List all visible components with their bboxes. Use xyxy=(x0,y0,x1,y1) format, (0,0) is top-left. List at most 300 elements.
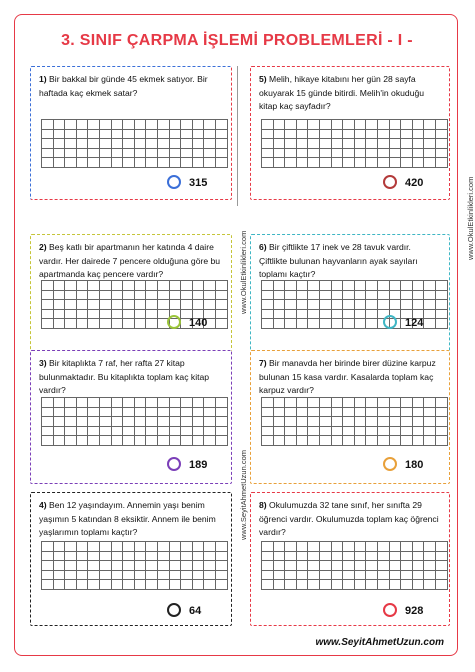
grid-cell xyxy=(146,130,158,140)
grid-cell xyxy=(170,571,182,581)
grid-cell xyxy=(135,417,147,427)
grid-cell xyxy=(297,417,309,427)
grid-cell xyxy=(88,552,100,562)
grid-cell xyxy=(146,417,158,427)
grid-cell xyxy=(401,139,413,149)
grid-cell xyxy=(274,300,286,310)
grid-cell xyxy=(135,281,147,291)
grid-cell xyxy=(343,398,355,408)
grid-cell xyxy=(112,281,124,291)
grid-cell xyxy=(88,281,100,291)
grid-cell xyxy=(262,417,274,427)
grid-cell xyxy=(123,571,135,581)
grid-cell xyxy=(413,120,425,130)
grid-cell xyxy=(378,130,390,140)
grid-cell xyxy=(88,427,100,437)
grid-cell xyxy=(320,408,332,418)
grid-cell xyxy=(332,281,344,291)
grid-cell xyxy=(100,398,112,408)
grid-cell xyxy=(100,580,112,590)
grid-cell xyxy=(378,427,390,437)
grid-cell xyxy=(297,300,309,310)
grid-cell xyxy=(378,158,390,168)
grid-cell xyxy=(424,291,436,301)
grid-cell xyxy=(424,417,436,427)
grid-cell xyxy=(216,149,228,159)
grid-cell xyxy=(424,120,436,130)
grid-cell xyxy=(413,571,425,581)
grid-cell xyxy=(88,158,100,168)
grid-cell xyxy=(355,436,367,446)
grid-cell xyxy=(42,417,54,427)
grid-cell xyxy=(193,281,205,291)
grid-cell xyxy=(297,319,309,329)
grid-cell xyxy=(332,580,344,590)
grid-cell xyxy=(390,436,402,446)
grid-cell xyxy=(77,580,89,590)
grid-cell xyxy=(77,571,89,581)
grid-cell xyxy=(135,398,147,408)
grid-cell xyxy=(77,436,89,446)
grid-cell xyxy=(436,300,448,310)
grid-cell xyxy=(308,120,320,130)
grid-cell xyxy=(193,149,205,159)
grid-cell xyxy=(100,571,112,581)
grid-cell xyxy=(401,120,413,130)
grid-cell xyxy=(216,319,228,329)
grid-cell xyxy=(135,149,147,159)
grid-cell xyxy=(54,130,66,140)
grid-cell xyxy=(413,427,425,437)
grid-cell xyxy=(436,120,448,130)
grid-cell xyxy=(332,552,344,562)
grid-cell xyxy=(65,398,77,408)
grid-cell xyxy=(378,417,390,427)
grid-cell xyxy=(355,319,367,329)
grid-cell xyxy=(320,417,332,427)
grid-cell xyxy=(297,398,309,408)
grid-cell xyxy=(204,417,216,427)
grid-cell xyxy=(42,319,54,329)
grid-cell xyxy=(274,417,286,427)
grid-cell xyxy=(193,408,205,418)
grid-cell xyxy=(123,291,135,301)
grid-cell xyxy=(413,580,425,590)
grid-cell xyxy=(332,130,344,140)
grid-cell xyxy=(112,139,124,149)
grid-cell xyxy=(285,561,297,571)
grid-cell xyxy=(146,300,158,310)
grid-cell xyxy=(262,291,274,301)
grid-cell xyxy=(262,300,274,310)
answer-grid xyxy=(41,397,228,446)
grid-cell xyxy=(193,120,205,130)
grid-cell xyxy=(436,158,448,168)
grid-cell xyxy=(332,561,344,571)
grid-cell xyxy=(135,291,147,301)
grid-cell xyxy=(135,130,147,140)
grid-cell xyxy=(274,149,286,159)
grid-cell xyxy=(77,319,89,329)
grid-cell xyxy=(123,542,135,552)
grid-cell xyxy=(413,281,425,291)
grid-cell xyxy=(193,571,205,581)
grid-cell xyxy=(123,408,135,418)
grid-cell xyxy=(123,561,135,571)
grid-cell xyxy=(158,149,170,159)
grid-cell xyxy=(320,120,332,130)
grid-cell xyxy=(320,561,332,571)
grid-cell xyxy=(88,408,100,418)
grid-cell xyxy=(170,542,182,552)
answer-value: 180 xyxy=(405,459,424,471)
grid-cell xyxy=(390,561,402,571)
grid-cell xyxy=(320,436,332,446)
grid-cell xyxy=(65,552,77,562)
answer-circle-icon xyxy=(383,603,397,617)
grid-cell xyxy=(274,158,286,168)
grid-cell xyxy=(262,571,274,581)
grid-cell xyxy=(378,408,390,418)
grid-cell xyxy=(54,158,66,168)
grid-cell xyxy=(181,561,193,571)
grid-cell xyxy=(436,139,448,149)
grid-cell xyxy=(413,300,425,310)
grid-cell xyxy=(285,310,297,320)
grid-cell xyxy=(146,281,158,291)
grid-cell xyxy=(193,436,205,446)
grid-cell xyxy=(343,561,355,571)
grid-cell xyxy=(158,427,170,437)
grid-cell xyxy=(42,571,54,581)
grid-cell xyxy=(77,158,89,168)
grid-cell xyxy=(193,427,205,437)
grid-cell xyxy=(135,561,147,571)
grid-cell xyxy=(308,291,320,301)
grid-cell xyxy=(262,158,274,168)
grid-cell xyxy=(355,408,367,418)
grid-cell xyxy=(274,561,286,571)
grid-cell xyxy=(332,427,344,437)
grid-cell xyxy=(366,436,378,446)
grid-cell xyxy=(54,552,66,562)
grid-cell xyxy=(216,281,228,291)
grid-cell xyxy=(158,130,170,140)
grid-cell xyxy=(355,291,367,301)
grid-cell xyxy=(170,139,182,149)
grid-cell xyxy=(216,580,228,590)
grid-cell xyxy=(216,310,228,320)
grid-cell xyxy=(366,580,378,590)
grid-cell xyxy=(274,310,286,320)
grid-cell xyxy=(390,580,402,590)
grid-cell xyxy=(42,158,54,168)
grid-cell xyxy=(343,571,355,581)
grid-cell xyxy=(355,580,367,590)
grid-cell xyxy=(297,542,309,552)
grid-cell xyxy=(112,291,124,301)
grid-cell xyxy=(262,319,274,329)
grid-cell xyxy=(204,561,216,571)
grid-cell xyxy=(204,542,216,552)
grid-cell xyxy=(112,300,124,310)
grid-cell xyxy=(297,310,309,320)
grid-cell xyxy=(88,291,100,301)
grid-cell xyxy=(308,436,320,446)
grid-cell xyxy=(343,427,355,437)
grid-cell xyxy=(332,291,344,301)
grid-cell xyxy=(135,120,147,130)
grid-cell xyxy=(320,130,332,140)
answer-value: 64 xyxy=(189,605,202,617)
grid-cell xyxy=(401,561,413,571)
grid-cell xyxy=(308,552,320,562)
grid-cell xyxy=(274,130,286,140)
problem-text: 7) Bir manavda her birinde birer düzine karpuz bulunan 15 kasa vardır. Kasalarda toplam kaç karpuz vardır? xyxy=(259,358,436,396)
grid-cell xyxy=(332,417,344,427)
grid-cell xyxy=(135,310,147,320)
answer-grid xyxy=(41,541,228,590)
grid-cell xyxy=(216,552,228,562)
grid-cell xyxy=(424,408,436,418)
grid-cell xyxy=(332,542,344,552)
grid-cell xyxy=(181,571,193,581)
grid-cell xyxy=(285,552,297,562)
grid-cell xyxy=(274,139,286,149)
grid-cell xyxy=(378,398,390,408)
grid-cell xyxy=(112,571,124,581)
grid-cell xyxy=(308,158,320,168)
grid-cell xyxy=(355,542,367,552)
grid-cell xyxy=(112,552,124,562)
grid-cell xyxy=(204,158,216,168)
answer-grid xyxy=(261,397,448,446)
grid-cell xyxy=(158,281,170,291)
grid-cell xyxy=(77,120,89,130)
answer-circle-icon xyxy=(167,457,181,471)
grid-cell xyxy=(332,319,344,329)
grid-cell xyxy=(65,149,77,159)
problem-card-5 xyxy=(250,66,450,200)
grid-cell xyxy=(343,310,355,320)
grid-cell xyxy=(88,300,100,310)
grid-cell xyxy=(77,561,89,571)
grid-cell xyxy=(146,436,158,446)
grid-cell xyxy=(54,408,66,418)
grid-cell xyxy=(390,300,402,310)
grid-cell xyxy=(170,408,182,418)
grid-cell xyxy=(54,291,66,301)
grid-cell xyxy=(204,398,216,408)
grid-cell xyxy=(65,310,77,320)
problem-card-3 xyxy=(30,350,232,484)
grid-cell xyxy=(262,149,274,159)
grid-cell xyxy=(401,149,413,159)
grid-cell xyxy=(123,580,135,590)
grid-cell xyxy=(366,561,378,571)
grid-cell xyxy=(77,139,89,149)
grid-cell xyxy=(42,561,54,571)
grid-cell xyxy=(135,139,147,149)
grid-cell xyxy=(355,552,367,562)
grid-cell xyxy=(112,158,124,168)
grid-cell xyxy=(355,427,367,437)
grid-cell xyxy=(216,120,228,130)
grid-cell xyxy=(135,552,147,562)
grid-cell xyxy=(355,120,367,130)
grid-cell xyxy=(65,281,77,291)
divider-line xyxy=(237,66,238,206)
grid-cell xyxy=(297,552,309,562)
grid-cell xyxy=(320,552,332,562)
grid-cell xyxy=(355,149,367,159)
grid-cell xyxy=(413,408,425,418)
grid-cell xyxy=(204,408,216,418)
grid-cell xyxy=(390,552,402,562)
grid-cell xyxy=(77,398,89,408)
grid-cell xyxy=(401,408,413,418)
grid-cell xyxy=(65,436,77,446)
grid-cell xyxy=(123,319,135,329)
grid-cell xyxy=(378,281,390,291)
grid-cell xyxy=(390,291,402,301)
grid-cell xyxy=(424,436,436,446)
answer-value: 189 xyxy=(189,459,208,471)
grid-cell xyxy=(42,542,54,552)
grid-cell xyxy=(158,436,170,446)
grid-cell xyxy=(378,552,390,562)
grid-cell xyxy=(181,408,193,418)
grid-cell xyxy=(158,408,170,418)
grid-cell xyxy=(366,281,378,291)
grid-cell xyxy=(413,552,425,562)
grid-cell xyxy=(390,398,402,408)
grid-cell xyxy=(366,417,378,427)
grid-cell xyxy=(146,542,158,552)
grid-cell xyxy=(424,542,436,552)
page-title: 3. SINIF ÇARPMA İŞLEMİ PROBLEMLERİ - I - xyxy=(61,32,413,49)
grid-cell xyxy=(100,427,112,437)
grid-cell xyxy=(413,158,425,168)
grid-cell xyxy=(181,291,193,301)
grid-cell xyxy=(262,542,274,552)
grid-cell xyxy=(297,149,309,159)
grid-cell xyxy=(170,427,182,437)
grid-cell xyxy=(378,300,390,310)
grid-cell xyxy=(297,158,309,168)
grid-cell xyxy=(42,408,54,418)
grid-cell xyxy=(112,149,124,159)
grid-cell xyxy=(181,542,193,552)
grid-cell xyxy=(146,310,158,320)
grid-cell xyxy=(42,120,54,130)
grid-cell xyxy=(332,300,344,310)
grid-cell xyxy=(320,580,332,590)
grid-cell xyxy=(100,310,112,320)
grid-cell xyxy=(401,158,413,168)
grid-cell xyxy=(332,139,344,149)
grid-cell xyxy=(181,398,193,408)
grid-cell xyxy=(158,552,170,562)
grid-cell xyxy=(100,139,112,149)
grid-cell xyxy=(88,542,100,552)
grid-cell xyxy=(88,398,100,408)
grid-cell xyxy=(343,542,355,552)
grid-cell xyxy=(193,417,205,427)
grid-cell xyxy=(88,561,100,571)
grid-cell xyxy=(285,139,297,149)
grid-cell xyxy=(320,291,332,301)
grid-cell xyxy=(54,310,66,320)
grid-cell xyxy=(262,310,274,320)
grid-cell xyxy=(181,300,193,310)
grid-cell xyxy=(181,139,193,149)
grid-cell xyxy=(146,552,158,562)
grid-cell xyxy=(424,398,436,408)
grid-cell xyxy=(285,300,297,310)
grid-cell xyxy=(262,120,274,130)
grid-cell xyxy=(88,139,100,149)
grid-cell xyxy=(355,571,367,581)
grid-cell xyxy=(100,130,112,140)
grid-cell xyxy=(181,120,193,130)
grid-cell xyxy=(181,281,193,291)
grid-cell xyxy=(297,561,309,571)
grid-cell xyxy=(181,427,193,437)
grid-cell xyxy=(112,580,124,590)
grid-cell xyxy=(204,130,216,140)
grid-cell xyxy=(170,291,182,301)
side-watermark-right: www.OkulEtkinlikleri.com xyxy=(466,176,475,260)
grid-cell xyxy=(332,398,344,408)
grid-cell xyxy=(123,130,135,140)
grid-cell xyxy=(65,300,77,310)
grid-cell xyxy=(77,427,89,437)
grid-cell xyxy=(332,149,344,159)
grid-cell xyxy=(378,139,390,149)
grid-cell xyxy=(42,427,54,437)
grid-cell xyxy=(216,398,228,408)
grid-cell xyxy=(65,580,77,590)
grid-cell xyxy=(436,552,448,562)
grid-cell xyxy=(355,158,367,168)
grid-cell xyxy=(65,130,77,140)
grid-cell xyxy=(216,291,228,301)
grid-cell xyxy=(413,436,425,446)
grid-cell xyxy=(366,120,378,130)
grid-cell xyxy=(320,319,332,329)
grid-cell xyxy=(274,552,286,562)
grid-cell xyxy=(42,300,54,310)
grid-cell xyxy=(65,561,77,571)
grid-cell xyxy=(170,281,182,291)
grid-cell xyxy=(436,130,448,140)
answer-circle-icon xyxy=(383,175,397,189)
problem-card-4 xyxy=(30,492,232,626)
grid-cell xyxy=(274,436,286,446)
grid-cell xyxy=(146,571,158,581)
grid-cell xyxy=(158,542,170,552)
grid-cell xyxy=(366,571,378,581)
grid-cell xyxy=(401,300,413,310)
grid-cell xyxy=(297,408,309,418)
grid-cell xyxy=(54,139,66,149)
answer-grid xyxy=(261,541,448,590)
grid-cell xyxy=(112,120,124,130)
grid-cell xyxy=(401,130,413,140)
side-watermark-middle-1: www.OkulEtkinlikleri.com xyxy=(239,230,248,314)
grid-cell xyxy=(413,561,425,571)
